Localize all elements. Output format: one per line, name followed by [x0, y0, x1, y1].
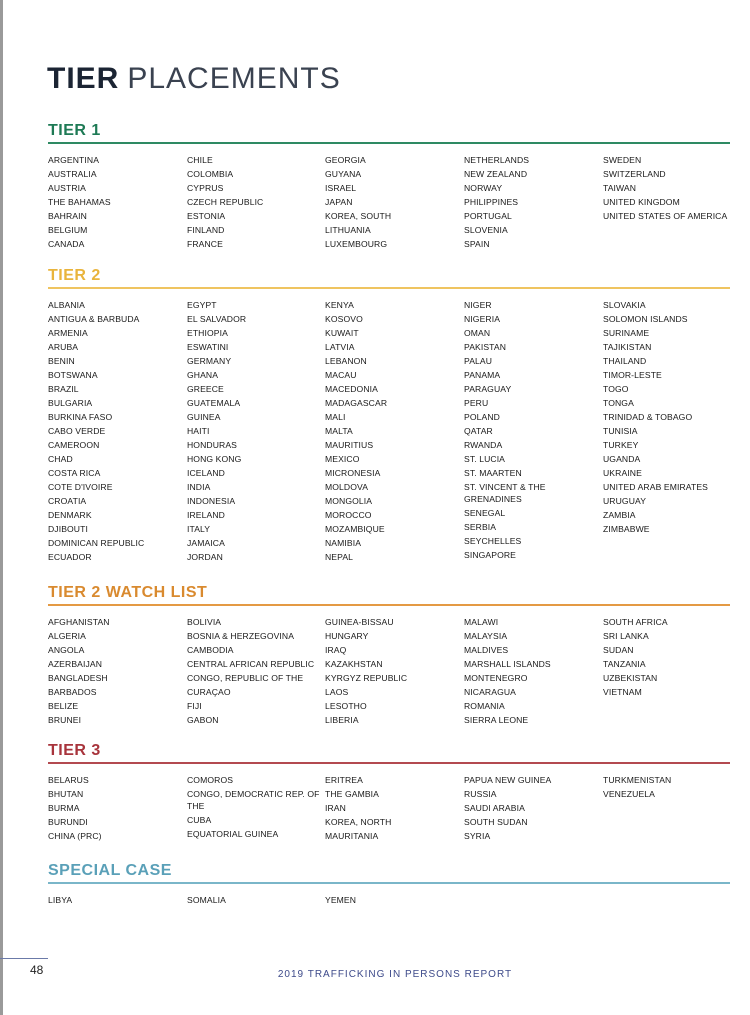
country-name: PHILIPPINES	[464, 197, 519, 207]
country-name: ST. MAARTEN	[464, 468, 522, 478]
country-name: DJIBOUTI	[48, 524, 88, 534]
country-name: CAMBODIA	[187, 645, 234, 655]
report-title: 2019 TRAFFICKING IN PERSONS REPORT	[277, 969, 513, 980]
country-name: TIMOR-LESTE	[603, 370, 662, 380]
country-name: KOSOVO	[325, 314, 363, 324]
country-name: MALI	[325, 412, 346, 422]
country-name: HONG KONG	[187, 454, 242, 464]
country-column	[464, 774, 602, 844]
country-name: IRAQ	[325, 645, 347, 655]
country-name: GUINEA	[187, 412, 221, 422]
country-name: ERITREA	[325, 775, 363, 785]
country-name: CURAÇAO	[187, 687, 231, 697]
country-name: CAMEROON	[48, 440, 100, 450]
tier-1-heading: TIER 1	[48, 122, 101, 139]
country-name: SAUDI ARABIA	[464, 803, 525, 813]
country-column	[325, 299, 463, 565]
country-column	[603, 299, 741, 537]
country-name: MALAYSIA	[464, 631, 508, 641]
country-name: LESOTHO	[325, 701, 367, 711]
country-name: BOSNIA & HERZEGOVINA	[187, 631, 295, 641]
country-name: LIBERIA	[325, 715, 359, 725]
country-column	[187, 774, 325, 842]
country-name: HONDURAS	[187, 440, 237, 450]
country-name: BELIZE	[48, 701, 79, 711]
country-name: MALTA	[325, 426, 353, 436]
country-name: NEW ZEALAND	[464, 169, 528, 179]
country-name: DOMINICAN REPUBLIC	[48, 538, 145, 548]
country-column	[464, 154, 602, 252]
country-name: CONGO, REPUBLIC OF THE	[187, 673, 304, 683]
country-name: NORWAY	[464, 183, 503, 193]
country-name: NAMIBIA	[325, 538, 362, 548]
country-name: OMAN	[464, 328, 491, 338]
country-name: GHANA	[187, 370, 219, 380]
country-name: SURINAME	[603, 328, 650, 338]
country-column	[325, 616, 463, 728]
country-name: CZECH REPUBLIC	[187, 197, 264, 207]
country-name: COLOMBIA	[187, 169, 234, 179]
country-name: BRUNEI	[48, 715, 82, 725]
country-name: ST. VINCENT & THE GRENADINES	[464, 482, 546, 504]
country-name: CONGO, DEMOCRATIC REP. OF THE	[187, 789, 320, 811]
country-name: NETHERLANDS	[464, 155, 530, 165]
country-name: MAURITANIA	[325, 831, 379, 841]
country-name: SERBIA	[464, 522, 497, 532]
special-case-heading: SPECIAL CASE	[48, 862, 172, 879]
country-name: SWITZERLAND	[603, 169, 666, 179]
country-name: KOREA, SOUTH	[325, 211, 392, 221]
country-name: COTE D'IVOIRE	[48, 482, 113, 492]
country-name: CENTRAL AFRICAN REPUBLIC	[187, 659, 315, 669]
country-name: UNITED STATES OF AMERICA	[603, 211, 728, 221]
country-name: JAMAICA	[187, 538, 225, 548]
country-name: SINGAPORE	[464, 550, 516, 560]
tier-3-rule	[48, 762, 730, 764]
country-name: MALDIVES	[464, 645, 509, 655]
country-name: PANAMA	[464, 370, 501, 380]
country-column	[187, 299, 325, 565]
country-name: TOGO	[603, 384, 629, 394]
country-name: SOMALIA	[187, 895, 226, 905]
country-name: SOUTH AFRICA	[603, 617, 668, 627]
country-name: PORTUGAL	[464, 211, 512, 221]
country-column	[187, 616, 325, 728]
country-name: GEORGIA	[325, 155, 366, 165]
country-column	[603, 774, 741, 802]
country-name: CANADA	[48, 239, 85, 249]
country-name: YEMEN	[325, 895, 357, 905]
country-name: NIGERIA	[464, 314, 501, 324]
country-column	[603, 616, 741, 700]
country-column	[48, 894, 186, 908]
country-column	[325, 154, 463, 252]
country-name: ZIMBABWE	[603, 524, 650, 534]
country-name: TAJIKISTAN	[603, 342, 652, 352]
country-name: DENMARK	[48, 510, 92, 520]
country-name: CHINA (PRC)	[48, 831, 102, 841]
country-name: THAILAND	[603, 356, 647, 366]
country-column	[48, 616, 186, 728]
country-name: RUSSIA	[464, 789, 497, 799]
country-name: SEYCHELLES	[464, 536, 522, 546]
country-name: KOREA, NORTH	[325, 817, 392, 827]
country-name: VIETNAM	[603, 687, 642, 697]
tier-3-section	[48, 741, 730, 841]
tier-2-watch-list-rule	[48, 604, 730, 606]
country-name: MICRONESIA	[325, 468, 381, 478]
country-name: INDIA	[187, 482, 211, 492]
country-name: MACAU	[325, 370, 357, 380]
country-column	[325, 894, 463, 908]
country-name: BARBADOS	[48, 687, 97, 697]
country-name: MAURITIUS	[325, 440, 374, 450]
country-name: TANZANIA	[603, 659, 646, 669]
tier-1-section	[48, 121, 730, 249]
tier-2-watch-list-heading: TIER 2 WATCH LIST	[48, 584, 208, 601]
country-name: GUATEMALA	[187, 398, 241, 408]
country-name: ST. LUCIA	[464, 454, 506, 464]
country-name: GERMANY	[187, 356, 232, 366]
country-name: LAOS	[325, 687, 349, 697]
country-name: CUBA	[187, 815, 212, 825]
country-name: MARSHALL ISLANDS	[464, 659, 551, 669]
country-column	[48, 154, 186, 252]
country-name: NICARAGUA	[464, 687, 516, 697]
country-name: KUWAIT	[325, 328, 359, 338]
country-name: BAHRAIN	[48, 211, 87, 221]
country-name: EL SALVADOR	[187, 314, 247, 324]
country-name: SENEGAL	[464, 508, 506, 518]
country-name: SRI LANKA	[603, 631, 649, 641]
country-name: BURMA	[48, 803, 80, 813]
tier-2-section	[48, 266, 730, 562]
country-name: AZERBAIJAN	[48, 659, 103, 669]
country-name: FIJI	[187, 701, 202, 711]
country-name: LEBANON	[325, 356, 367, 366]
country-name: PAKISTAN	[464, 342, 507, 352]
country-column	[48, 774, 186, 844]
country-name: CABO VERDE	[48, 426, 106, 436]
country-name: ISRAEL	[325, 183, 357, 193]
country-name: NEPAL	[325, 552, 354, 562]
special-case-section	[48, 861, 730, 905]
country-name: BELARUS	[48, 775, 89, 785]
country-name: SLOVENIA	[464, 225, 508, 235]
country-name: LITHUANIA	[325, 225, 371, 235]
country-name: BOLIVIA	[187, 617, 222, 627]
country-column	[48, 299, 186, 565]
country-name: ALBANIA	[48, 300, 86, 310]
country-name: EGYPT	[187, 300, 217, 310]
country-name: CHILE	[187, 155, 213, 165]
country-name: TONGA	[603, 398, 634, 408]
country-name: ARUBA	[48, 342, 79, 352]
country-name: AUSTRIA	[48, 183, 86, 193]
country-name: PERU	[464, 398, 489, 408]
country-name: AFGHANISTAN	[48, 617, 110, 627]
country-name: UGANDA	[603, 454, 641, 464]
country-name: THE BAHAMAS	[48, 197, 111, 207]
country-name: KYRGYZ REPUBLIC	[325, 673, 408, 683]
country-name: BENIN	[48, 356, 75, 366]
country-name: FINLAND	[187, 225, 225, 235]
country-name: BOTSWANA	[48, 370, 98, 380]
country-name: GUINEA-BISSAU	[325, 617, 394, 627]
country-column	[603, 154, 741, 224]
country-column	[187, 894, 325, 908]
page-title-light: PLACEMENTS	[127, 62, 341, 95]
country-name: SUDAN	[603, 645, 634, 655]
tier-1-rule	[48, 142, 730, 144]
country-name: MOROCCO	[325, 510, 372, 520]
country-name: BURKINA FASO	[48, 412, 113, 422]
country-name: MEXICO	[325, 454, 360, 464]
country-column	[325, 774, 463, 844]
country-name: MACEDONIA	[325, 384, 378, 394]
country-name: GABON	[187, 715, 219, 725]
country-name: TURKEY	[603, 440, 639, 450]
country-name: LIBYA	[48, 895, 73, 905]
country-name: BURUNDI	[48, 817, 88, 827]
country-name: MOZAMBIQUE	[325, 524, 385, 534]
country-name: VENEZUELA	[603, 789, 656, 799]
country-name: SPAIN	[464, 239, 490, 249]
country-name: INDONESIA	[187, 496, 236, 506]
country-name: ROMANIA	[464, 701, 505, 711]
country-name: IRAN	[325, 803, 346, 813]
country-column	[464, 299, 602, 563]
country-name: NIGER	[464, 300, 492, 310]
country-name: PALAU	[464, 356, 493, 366]
country-name: ANTIGUA & BARBUDA	[48, 314, 140, 324]
country-name: CHAD	[48, 454, 73, 464]
country-column	[187, 154, 325, 252]
country-name: ESTONIA	[187, 211, 226, 221]
country-name: TURKMENISTAN	[603, 775, 672, 785]
country-name: KAZAKHSTAN	[325, 659, 383, 669]
tier-2-watch-list-section	[48, 583, 730, 725]
country-name: CYPRUS	[187, 183, 224, 193]
country-name: SOLOMON ISLANDS	[603, 314, 688, 324]
country-name: ALGERIA	[48, 631, 86, 641]
country-name: SYRIA	[464, 831, 491, 841]
country-name: TRINIDAD & TOBAGO	[603, 412, 693, 422]
country-name: HAITI	[187, 426, 210, 436]
country-name: MONTENEGRO	[464, 673, 528, 683]
country-name: COSTA RICA	[48, 468, 101, 478]
country-name: FRANCE	[187, 239, 223, 249]
country-name: BRAZIL	[48, 384, 79, 394]
page-title	[47, 62, 341, 96]
country-name: PARAGUAY	[464, 384, 512, 394]
country-name: PAPUA NEW GUINEA	[464, 775, 552, 785]
country-column	[464, 616, 602, 728]
country-name: RWANDA	[464, 440, 503, 450]
country-name: EQUATORIAL GUINEA	[187, 829, 279, 839]
footer-rule	[0, 958, 48, 959]
country-name: BHUTAN	[48, 789, 84, 799]
country-name: MOLDOVA	[325, 482, 369, 492]
country-name: UNITED ARAB EMIRATES	[603, 482, 708, 492]
country-name: ECUADOR	[48, 552, 92, 562]
special-case-rule	[48, 882, 730, 884]
country-name: ANGOLA	[48, 645, 85, 655]
country-name: URUGUAY	[603, 496, 647, 506]
country-name: JAPAN	[325, 197, 353, 207]
country-name: BULGARIA	[48, 398, 93, 408]
country-name: HUNGARY	[325, 631, 369, 641]
country-name: BANGLADESH	[48, 673, 108, 683]
country-name: GREECE	[187, 384, 224, 394]
country-name: ETHIOPIA	[187, 328, 228, 338]
country-name: UKRAINE	[603, 468, 642, 478]
country-name: COMOROS	[187, 775, 234, 785]
page-title-bold: TIER	[47, 62, 120, 95]
country-name: THE GAMBIA	[325, 789, 380, 799]
country-name: ZAMBIA	[603, 510, 636, 520]
country-name: QATAR	[464, 426, 493, 436]
country-name: BELGIUM	[48, 225, 88, 235]
country-name: JORDAN	[187, 552, 223, 562]
country-name: AUSTRALIA	[48, 169, 97, 179]
country-name: SWEDEN	[603, 155, 642, 165]
country-name: ICELAND	[187, 468, 225, 478]
country-name: SIERRA LEONE	[464, 715, 529, 725]
country-name: MALAWI	[464, 617, 499, 627]
country-name: UZBEKISTAN	[603, 673, 658, 683]
country-name: UNITED KINGDOM	[603, 197, 680, 207]
country-name: GUYANA	[325, 169, 362, 179]
country-name: MADAGASCAR	[325, 398, 388, 408]
country-name: TAIWAN	[603, 183, 637, 193]
country-name: CROATIA	[48, 496, 87, 506]
country-name: ARGENTINA	[48, 155, 100, 165]
page-number: 48	[30, 963, 44, 977]
country-name: IRELAND	[187, 510, 225, 520]
country-name: ESWATINI	[187, 342, 229, 352]
country-name: MONGOLIA	[325, 496, 373, 506]
country-name: SOUTH SUDAN	[464, 817, 528, 827]
country-name: SLOVAKIA	[603, 300, 646, 310]
country-name: TUNISIA	[603, 426, 638, 436]
country-name: LATVIA	[325, 342, 355, 352]
country-name: ITALY	[187, 524, 211, 534]
country-name: POLAND	[464, 412, 500, 422]
country-name: KENYA	[325, 300, 354, 310]
tier-2-heading: TIER 2	[48, 267, 101, 284]
tier-3-heading: TIER 3	[48, 742, 101, 759]
tier-2-rule	[48, 287, 730, 289]
page-edge	[0, 0, 3, 1015]
country-name: ARMENIA	[48, 328, 88, 338]
country-name: LUXEMBOURG	[325, 239, 388, 249]
